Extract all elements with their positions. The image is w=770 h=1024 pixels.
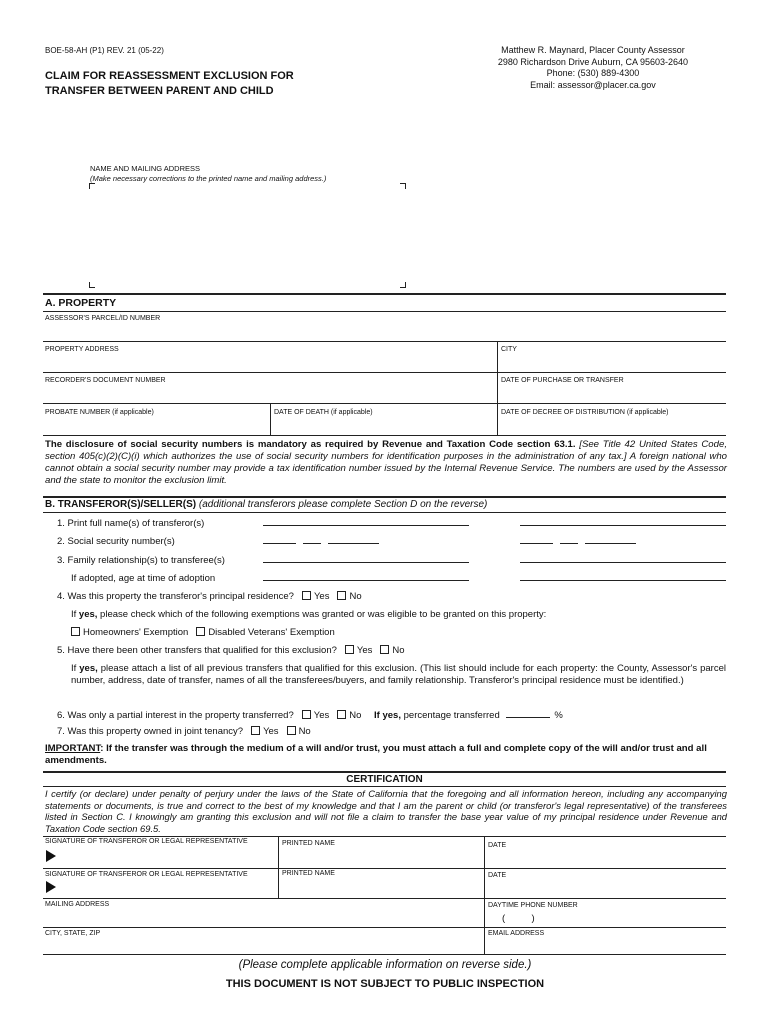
row3-rule [43, 403, 726, 404]
ssn2-part1[interactable] [520, 543, 553, 544]
ssn-disclosure-italic: [See Title 42 United States Code, section 405(c)(2)(C)(i) which authorizes the use of social security numbers for identification purposes in the administration of any tax.] A foreign national who cannot obtain a social security number may provide a tax identification number issued by the Internal Revenue Service. The numbers are used by the Assessor and the state to monitor the exclusion limit. [45, 439, 727, 486]
section-b-top-rule [43, 496, 726, 498]
certification-text: I certify (or declare) under penalty of perjury under the laws of the State of California that the foregoing and all information hereon, including any accompanying statements or documents, is true and correct to the best of my knowledge and that I am the parent or child (or transferor's legal representative) of the transferees listed in Section C. I knowingly am granting this exclusion and will not file a claim to transfer the base year value of my principal residence under Revenue and Taxation Code section 69.5. [45, 788, 727, 834]
city-state-zip-field[interactable] [45, 939, 480, 953]
ssn2-part2[interactable] [560, 543, 578, 544]
q4-row [57, 591, 362, 603]
q5-if-text: please attach a list of all previous transfers that qualified for this exclusion. (This list should include for each property: the County, Assessor's parcel number, address, date of transfer, names of all the transferees/buyers, and family relationship. Transferor's principal residence must be identified.) [71, 663, 726, 686]
mailing-address-label: NAME AND MAILING ADDRESS [90, 164, 201, 173]
probate-field[interactable] [45, 418, 267, 434]
q4-no-label: No [349, 591, 362, 602]
recorder-doc-label: RECORDER'S DOCUMENT NUMBER [45, 377, 166, 384]
q3b-field-1[interactable] [263, 580, 469, 581]
q4-yes-checkbox[interactable] [302, 591, 311, 600]
q1-label: 1. Print full name(s) of transferor(s) [57, 518, 205, 529]
ssn-disclosure-bold: The disclosure of social security numbers is mandatory as required by Revenue and Taxation Code section 63.1. [45, 439, 576, 450]
decree-date-field[interactable] [501, 418, 725, 434]
q3b-label: If adopted, age at time of adoption [71, 573, 216, 584]
ssn1-part2[interactable] [303, 543, 321, 544]
assessor-phone: Phone: (530) 889-4300 [546, 68, 640, 78]
probate-label: PROBATE NUMBER (if applicable) [45, 409, 154, 416]
assessor-address: 2980 Richardson Drive Auburn, CA 95603-2640 [497, 56, 688, 67]
printed1-field[interactable] [282, 849, 482, 867]
mailing-divider [484, 898, 485, 954]
q6-label: 6. Was only a partial interest in the property transferred? [57, 710, 294, 721]
q4-yes-label: Yes [313, 591, 330, 602]
q5-if-yes [71, 663, 726, 687]
q5-no-checkbox[interactable] [380, 645, 389, 654]
death-date-label: DATE OF DEATH (if applicable) [274, 409, 373, 416]
sig1-divider-b [484, 836, 485, 868]
sig2-arrow-icon [46, 881, 56, 893]
sig2-field[interactable] [60, 879, 275, 897]
section-a-title: A. PROPERTY [45, 297, 117, 309]
mailing-top-rule [43, 898, 726, 899]
mailing-corner-tr [400, 183, 406, 189]
row1-rule [43, 341, 726, 342]
q4-if-yes-bold: yes, [78, 609, 98, 620]
assessor-info [498, 45, 688, 91]
q5-no-label: No [392, 645, 405, 656]
mailing-field[interactable] [45, 910, 480, 926]
mailing-address-note: (Make necessary corrections to the printed name and mailing address.) [90, 174, 327, 183]
section-b-title-text: B. TRANSFEROR(S)/SELLER(S) [45, 499, 197, 510]
phone-label: DAYTIME PHONE NUMBER [488, 902, 578, 909]
sig2-divider-b [484, 868, 485, 898]
row1-divider [497, 341, 498, 372]
death-date-field[interactable] [274, 418, 494, 434]
disabled-veterans-label: Disabled Veterans' Exemption [208, 627, 335, 638]
printed2-label: PRINTED NAME [282, 870, 335, 877]
certification-rule [43, 786, 726, 787]
q5-if-prefix: If [71, 663, 80, 674]
q5-yes-checkbox[interactable] [345, 645, 354, 654]
section-a-top-rule [43, 293, 726, 295]
date1-field[interactable] [488, 851, 725, 867]
q5-yes-label: Yes [356, 645, 373, 656]
important-label: IMPORTANT [45, 743, 101, 754]
property-address-field[interactable] [45, 355, 495, 371]
recorder-doc-field[interactable] [45, 386, 495, 402]
q7-row [57, 726, 311, 738]
exemption-row [63, 627, 335, 639]
assessor-name: Matthew R. Maynard, Placer County Assessor [501, 45, 685, 55]
sig2-top-rule [43, 868, 726, 869]
row3-divider-b [497, 403, 498, 435]
q6-no-label: No [349, 710, 362, 721]
section-b-rule [43, 512, 726, 513]
public-inspection-note: THIS DOCUMENT IS NOT SUBJECT TO PUBLIC INSPECTION [225, 978, 545, 990]
form-title-line2: TRANSFER BETWEEN PARENT AND CHILD [45, 85, 274, 97]
section-b-title [45, 499, 487, 511]
property-address-label: PROPERTY ADDRESS [45, 346, 119, 353]
q7-no-label: No [298, 726, 311, 737]
apn-label: ASSESSOR'S PARCEL/ID NUMBER [45, 315, 161, 322]
reverse-side-note: (Please complete applicable information on reverse side.) [238, 959, 532, 971]
printed1-label: PRINTED NAME [282, 840, 335, 847]
q5-if-yes-bold: yes, [79, 663, 98, 674]
homeowners-checkbox[interactable] [71, 627, 80, 636]
q6-pct-label: percentage transferred [400, 710, 500, 721]
purchase-date-field[interactable] [501, 386, 725, 402]
mailing-label: MAILING ADDRESS [45, 901, 110, 908]
purchase-date-label: DATE OF PURCHASE OR TRANSFER [501, 377, 624, 384]
city-field[interactable] [501, 355, 725, 371]
email-label: EMAIL ADDRESS [488, 930, 545, 937]
sig1-divider-a [278, 836, 279, 868]
ssn1-part3[interactable] [328, 543, 379, 544]
decree-date-label: DATE OF DECREE OF DISTRIBUTION (if applicable) [501, 409, 669, 416]
q6-row [57, 709, 563, 722]
q5-row [57, 645, 405, 657]
mailing-corner-br [400, 282, 406, 288]
ssn-disclosure [45, 439, 727, 487]
q6-no-checkbox[interactable] [337, 710, 346, 719]
row3-bottom-rule [43, 435, 726, 436]
section-a-rule [43, 311, 726, 312]
form-title-line1: CLAIM FOR REASSESSMENT EXCLUSION FOR [45, 70, 294, 82]
q6-yes-label: Yes [313, 710, 330, 721]
date2-label: DATE [488, 872, 507, 879]
certification-title: CERTIFICATION [346, 774, 423, 785]
row2-rule [43, 372, 726, 373]
sig1-label: SIGNATURE OF TRANSFEROR OR LEGAL REPRESENTATIVE [45, 838, 248, 845]
q7-yes-label: Yes [263, 726, 279, 737]
certification-bottom-rule [43, 954, 726, 955]
sig1-field[interactable] [60, 847, 275, 865]
q2-label: 2. Social security number(s) [57, 536, 175, 547]
q4-no-checkbox[interactable] [337, 591, 346, 600]
q6-yes-checkbox[interactable] [302, 710, 311, 719]
q3-label: 3. Family relationship(s) to transferee(s) [57, 555, 225, 566]
important-text: : If the transfer was through the medium of a will and/or trust, you must attach a full and complete copy of the will and/or trust and all amendments. [45, 743, 707, 766]
important-notice [45, 743, 727, 767]
assessor-email: Email: assessor@placer.ca.gov [530, 79, 656, 90]
q7-yes-checkbox[interactable] [251, 726, 260, 735]
q4-if-yes [71, 609, 546, 621]
apn-field[interactable] [45, 324, 725, 340]
printed2-field[interactable] [282, 879, 482, 897]
q4-if-text: please check which of the following exemptions was granted or was eligible to be granted on this property: [97, 609, 547, 620]
q1-field-2[interactable] [520, 525, 726, 526]
disabled-veterans-checkbox[interactable] [196, 627, 205, 636]
form-id: BOE-58-AH (P1) REV. 21 (05-22) [45, 46, 164, 55]
homeowners-label: Homeowners' Exemption [83, 627, 189, 638]
city-top-rule [43, 927, 726, 928]
q3b-field-2[interactable] [520, 580, 726, 581]
city-label: CITY [501, 346, 517, 353]
q3-field-1[interactable] [263, 562, 469, 563]
mailing-corner-bl [89, 282, 95, 288]
mailing-address-field[interactable] [92, 188, 398, 280]
q4-if-prefix: If [71, 609, 79, 620]
row3-divider-a [270, 403, 271, 435]
sig2-label: SIGNATURE OF TRANSFEROR OR LEGAL REPRESENTATIVE [45, 871, 248, 878]
q6-if-yes: If yes, [374, 710, 401, 721]
ssn1-part1[interactable] [263, 543, 296, 544]
email-field[interactable] [488, 939, 725, 953]
date2-field[interactable] [488, 881, 725, 897]
q1-field-1[interactable] [263, 525, 469, 526]
q6-pct-sign: % [554, 710, 563, 721]
date1-label: DATE [488, 842, 507, 849]
city-state-zip-label: CITY, STATE, ZIP [45, 930, 101, 937]
phone-field[interactable]: ( ) [502, 913, 535, 924]
section-b-subtitle: (additional transferors please complete Section D on the reverse) [196, 499, 488, 510]
q3-field-2[interactable] [520, 562, 726, 563]
ssn2-part3[interactable] [585, 543, 636, 544]
sig1-arrow-icon [46, 850, 56, 862]
q4-label: 4. Was this property the transferor's principal residence? [57, 591, 294, 602]
certification-top-rule [43, 771, 726, 773]
sig2-divider-a [278, 868, 279, 898]
q5-label: 5. Have there been other transfers that qualified for this exclusion? [57, 645, 337, 656]
q6-pct-field[interactable] [506, 709, 550, 718]
row2-divider [497, 372, 498, 403]
q7-no-checkbox[interactable] [287, 726, 296, 735]
q7-label: 7. Was this property owned in joint tenancy? [57, 726, 244, 737]
